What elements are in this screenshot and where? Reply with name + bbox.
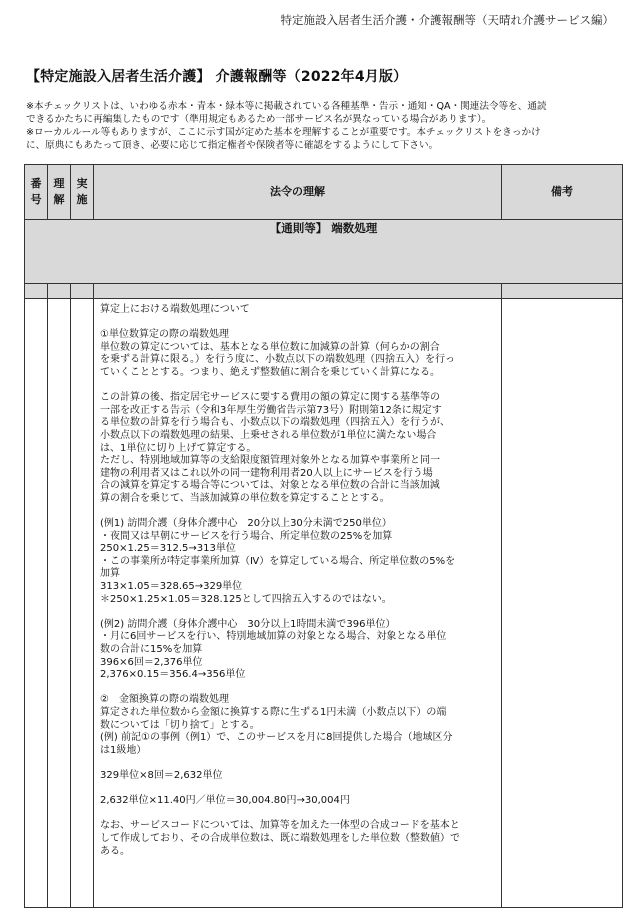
content-line: ・この事業所が特定事業所加算（Ⅳ）を算定している場合、所定単位数の5%を (100, 555, 456, 567)
content-line: ある。 (100, 845, 130, 857)
section-row (25, 220, 623, 284)
content-gap (100, 682, 495, 695)
implemented-checkbox-cell[interactable] (71, 299, 94, 908)
header-implemented-line2: 施 (76, 193, 88, 206)
content-line: 小数点以下の端数処理の結果、上乗せされる単位数が1単位に満たない場合 (100, 429, 437, 441)
content-line: (例) 前記①の事例（例1）で、このサービスを月に8回提供した場合（地域区分 (100, 732, 453, 744)
content-gap (100, 757, 495, 770)
header-number-line2: 号 (30, 193, 42, 206)
spacer-cell (502, 284, 623, 299)
header-row (25, 165, 623, 220)
content-line: ② 金額換算の際の端数処理 (100, 694, 229, 706)
document-title: 【特定施設入居者生活介護】 介護報酬等（2022年4月版） (26, 69, 408, 85)
content-line: 算定上における端数処理について (100, 304, 250, 315)
number-cell (25, 299, 48, 908)
content-gap (100, 317, 495, 330)
content-line: (例1) 訪問介護（身体介護中心 20分以上30分未満で250単位） (100, 518, 392, 530)
content-line: 算定された単位数から金額に換算する際に生ずる1円未満（小数点以下）の端 (100, 707, 447, 718)
content-line: ・夜間又は早朝にサービスを行う場合、所定単位数の25%を加算 (100, 530, 393, 542)
content-line: ＊250×1.25×1.05＝328.125として四捨五入するのではない。 (100, 593, 392, 605)
content-line: (例2) 訪問介護（身体介護中心 30分以上1時間未満で396単位） (100, 618, 396, 630)
header-law: 法令の理解 (94, 165, 502, 220)
content-line: ・月に6回サービスを行い、特別地域加算の対象となる場合、対象となる単位 (100, 631, 447, 643)
running-header: 特定施設入居者生活介護・介護報酬等（天晴れ介護サービス編） (280, 13, 614, 27)
content-line: 396×6回＝2,376単位 (100, 656, 203, 668)
content-line: 2,632単位×11.40円／単位＝30,004.80円→30,004円 (100, 795, 350, 807)
header-number-line1: 番 (30, 177, 42, 190)
spacer-cell (94, 284, 502, 299)
law-content (94, 299, 501, 858)
content-gap (100, 808, 495, 821)
note-line: ※本チェックリストは、いわゆる赤本・青本・緑本等に掲載されている各種基準・告示・通知・QA・関連法令等を、通読 (26, 101, 547, 112)
content-gap (100, 506, 495, 519)
content-line: は1級地） (100, 744, 147, 756)
spacer-cell (25, 284, 48, 299)
content-line: 250×1.25＝312.5→313単位 (100, 543, 236, 555)
content-line: 建物の利用者又はこれ以外の同一建物利用者20人以上にサービスを行う場 (100, 467, 433, 479)
header-understood-line1: 理 (53, 177, 65, 190)
note-line: できるかたちに再編集したものです（準用規定もあるため一部サービス名が異なっている場合があります）。 (26, 114, 492, 125)
checklist-table (24, 164, 623, 908)
content-gap (100, 606, 495, 619)
law-content-cell (94, 299, 502, 908)
content-line: 加算 (100, 568, 120, 580)
content-line: 数の合計に15%を加算 (100, 644, 203, 656)
spacer-cell (71, 284, 94, 299)
content-line: ①単位数算定の際の端数処理 (100, 329, 229, 341)
content-line: なお、サービスコードについては、加算等を加えた一体型の合成コードを基本と (100, 820, 460, 832)
understood-checkbox-cell[interactable] (48, 299, 71, 908)
note-line: に、原典にもあたって頂き、必要に応じて指定権者や保険者等に確認をするようにして下さい。 (26, 140, 439, 151)
header-number (25, 165, 48, 220)
header-implemented (71, 165, 94, 220)
content-line: ただし、特別地域加算等の支給限度額管理対象外となる加算や事業所と同一 (100, 455, 440, 467)
content-line: 数については「切り捨て」とする。 (100, 719, 260, 731)
content-line: を乗ずる計算に限る。）を行う度に、小数点以下の端数処理（四捨五入）を行っ (100, 354, 455, 366)
content-line: ていくこととする。つまり、絶えず整数値に割合を乗じていく計算になる。 (100, 366, 440, 378)
content-line: 一部を改正する告示（令和3年厚生労働省告示第73号）附則第12条に規定す (100, 404, 442, 416)
content-gap (100, 783, 495, 796)
note-line: ※ローカルルール等もありますが、ここに示す国が定めた基本を理解することが重要です。本チェックリストをきっかけ (26, 127, 541, 138)
content-line: この計算の後、指定居宅サービスに要する費用の額の算定に関する基準等の (100, 392, 440, 404)
spacer-cell (48, 284, 71, 299)
header-understood (48, 165, 71, 220)
content-line: る単位数の計算を行う場合も、小数点以下の端数処理（四捨五入）を行うが、 (100, 417, 450, 429)
content-line: 合の減算を算定する場合等については、対象となる単位数の合計に当該加減 (100, 480, 440, 492)
spacer-row (25, 284, 623, 299)
content-line: して作成しており、その合成単位数は、既に端数処理をした単位数（整数値）で (100, 832, 460, 844)
content-gap (100, 380, 495, 393)
section-title: 【通則等】 端数処理 (25, 220, 623, 284)
remarks-cell[interactable] (502, 299, 623, 908)
content-line: 2,376×0.15＝356.4→356単位 (100, 669, 246, 681)
notes (26, 100, 620, 152)
header-understood-line2: 解 (53, 193, 65, 206)
content-line: 313×1.05＝328.65→329単位 (100, 581, 243, 593)
header-implemented-line1: 実 (76, 177, 88, 190)
header-remarks: 備考 (502, 165, 623, 220)
content-line: 単位数の算定については、基本となる単位数に加減算の計算（何らかの割合 (100, 341, 440, 353)
item-row (25, 299, 623, 908)
content-line: は、1単位に切り上げて算定する。 (100, 442, 257, 454)
content-line: 329単位×8回＝2,632単位 (100, 769, 223, 781)
content-line: 算の割合を乗じて、当該加減算の単位数を算定することとする。 (100, 492, 390, 504)
